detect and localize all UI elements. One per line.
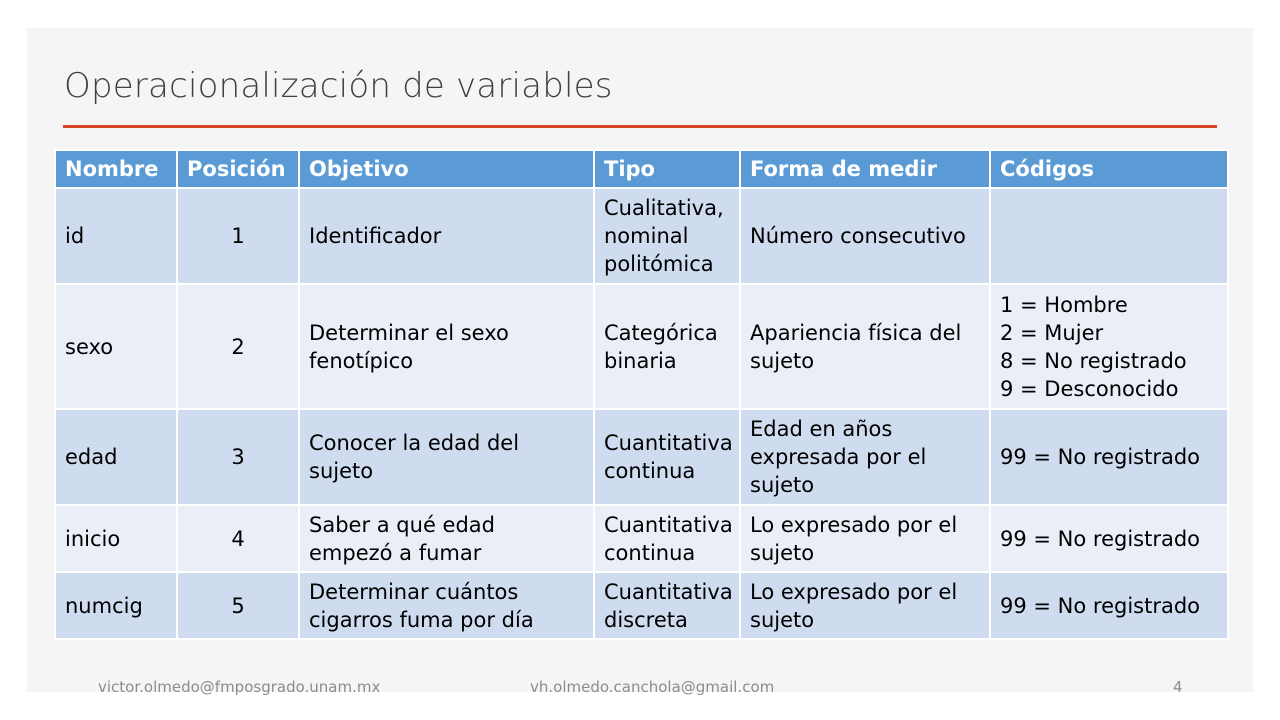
cell-nombre: sexo — [55, 284, 177, 409]
code-line: 9 = Desconocido — [1000, 376, 1179, 401]
table-header-row — [55, 150, 1228, 188]
cell-tipo: Cuantitativa discreta — [594, 572, 740, 639]
cell-posicion: 1 — [177, 188, 299, 284]
code-line: 2 = Mujer — [1000, 320, 1104, 345]
cell-objetivo: Determinar cuántos cigarros fuma por día — [299, 572, 594, 639]
cell-nombre: inicio — [55, 505, 177, 572]
cell-posicion: 4 — [177, 505, 299, 572]
table-row — [55, 284, 1228, 409]
cell-tipo: Cualitativa, nominal politómica — [594, 188, 740, 284]
cell-tipo: Categórica binaria — [594, 284, 740, 409]
slide — [27, 28, 1253, 696]
table-row — [55, 505, 1228, 572]
cell-nombre: id — [55, 188, 177, 284]
variables-table — [54, 149, 1229, 640]
slide-title: Operacionalización de variables — [64, 66, 613, 106]
cell-posicion: 2 — [177, 284, 299, 409]
cell-posicion: 5 — [177, 572, 299, 639]
header-codigos: Códigos — [990, 150, 1228, 188]
table-row — [55, 409, 1228, 505]
cell-codigos — [990, 284, 1228, 409]
code-line: 99 = No registrado — [1000, 445, 1201, 469]
cell-forma: Lo expresado por el sujeto — [740, 572, 990, 639]
code-line: 8 = No registrado — [1000, 348, 1187, 373]
cell-forma: Apariencia física del sujeto — [740, 284, 990, 409]
table-row — [55, 572, 1228, 639]
header-nombre: Nombre — [55, 150, 177, 188]
cell-forma: Lo expresado por el sujeto — [740, 505, 990, 572]
footer-email-gmail: vh.olmedo.canchola@gmail.com — [530, 678, 775, 696]
header-objetivo: Objetivo — [299, 150, 594, 188]
cell-codigos — [990, 572, 1228, 639]
cell-codigos — [990, 409, 1228, 505]
header-forma-de-medir: Forma de medir — [740, 150, 990, 188]
header-posicion: Posición — [177, 150, 299, 188]
cell-objetivo: Conocer la edad del sujeto — [299, 409, 594, 505]
cell-posicion: 3 — [177, 409, 299, 505]
cell-codigos — [990, 505, 1228, 572]
cell-objetivo: Identificador — [299, 188, 594, 284]
cell-codigos — [990, 188, 1228, 284]
code-line: 1 = Hombre — [1000, 292, 1128, 317]
slide-page-number: 4 — [1173, 678, 1183, 696]
cell-nombre: edad — [55, 409, 177, 505]
cell-tipo: Cuantitativa continua — [594, 409, 740, 505]
code-line: 99 = No registrado — [1000, 593, 1201, 618]
cell-objetivo: Saber a qué edad empezó a fumar — [299, 505, 594, 572]
code-line: 99 = No registrado — [1000, 526, 1201, 551]
cell-objetivo: Determinar el sexo fenotípico — [299, 284, 594, 409]
footer-email-unam: victor.olmedo@fmposgrado.unam.mx — [98, 678, 381, 696]
cell-forma: Número consecutivo — [740, 188, 990, 284]
header-tipo: Tipo — [594, 150, 740, 188]
cell-forma: Edad en años expresada por el sujeto — [740, 409, 990, 505]
cell-tipo: Cuantitativa continua — [594, 505, 740, 572]
title-underline — [63, 125, 1217, 128]
table-row — [55, 188, 1228, 284]
cell-nombre: numcig — [55, 572, 177, 639]
